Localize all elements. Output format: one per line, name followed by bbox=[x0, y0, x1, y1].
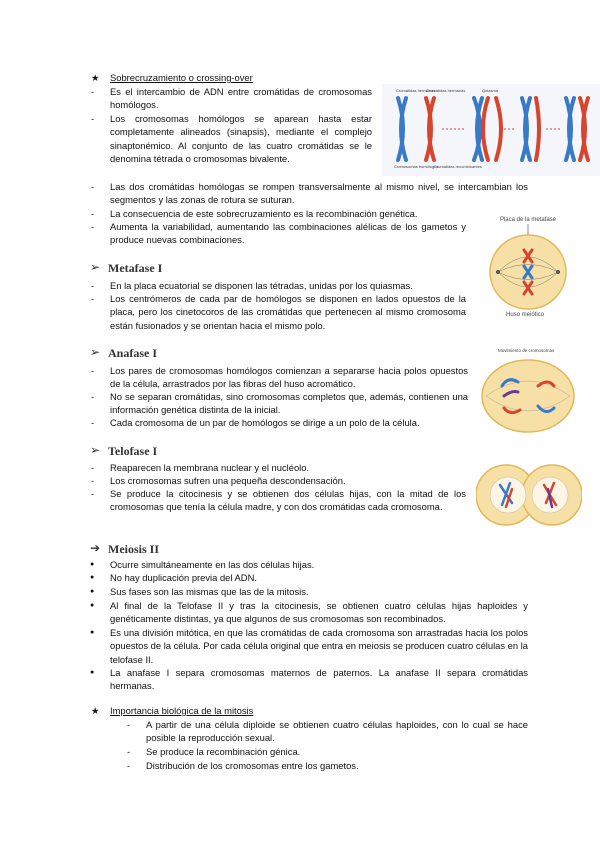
list-item: La anafase I separa cromosomas maternos de paternos. La anafase II separa cromátidas hermanas. bbox=[110, 667, 528, 692]
list-item: No se separan cromátidas, sino cromosomas completos que, además, contienen una información genética distinta de la inicial. bbox=[110, 391, 468, 416]
arrow-bullet-icon: ➢ bbox=[90, 443, 101, 457]
figure-label: Cromátidas hermanas bbox=[396, 88, 436, 93]
list-item: Los cromosomas homólogos se aparean hasta estar completamente alineados (sinapsis), mediante el complejo sinaptonémico. Al conjunto de las cuatro cromátidas se le denomina tétrada o cromosomas bivalente. bbox=[110, 113, 372, 164]
metaphase-figure bbox=[486, 212, 570, 324]
dash-marker: - bbox=[91, 113, 95, 124]
list-item: Reaparecen la membrana nuclear y el nucléolo. bbox=[110, 462, 310, 473]
heading-telofase: Telofase I bbox=[108, 444, 158, 458]
list-item: A partir de una célula diploide se obtienen cuatro células haploides, con lo cual se hace posible la reproducción sexual. bbox=[146, 719, 528, 744]
figure-label: Cromátidas hermanas bbox=[426, 88, 466, 93]
dot-marker: ● bbox=[90, 629, 95, 636]
dot-marker: ● bbox=[90, 561, 95, 568]
anaphase-figure bbox=[478, 346, 576, 436]
dash-marker: - bbox=[91, 475, 95, 486]
list-item: Se produce la citocinesis y se obtienen dos células hijas, con la mitad de los cromosomas que tenía la célula madre, y con dos cromátidas cada cromosoma. bbox=[110, 488, 466, 513]
dash-marker: - bbox=[91, 181, 95, 192]
star-bullet-icon: ★ bbox=[91, 72, 100, 83]
heading-anafase: Anafase I bbox=[108, 346, 158, 360]
list-item: Los pares de cromosomas homólogos comienzan a separarse hacia polos opuestos de la célula, arrastrados por las fibras del huso acromático. bbox=[110, 365, 468, 390]
list-item: Los cromosomas sufren una pequeña descondensación. bbox=[110, 475, 346, 486]
list-item: Distribución de los cromosomas entre los gametos. bbox=[146, 760, 359, 771]
arrow-bullet-icon: ➢ bbox=[90, 345, 101, 359]
dash-marker: - bbox=[91, 208, 95, 219]
list-item: Al final de la Telofase II y tras la citocinesis, se obtienen cuatro células hijas haploides y genéticamente distintas, ya que algunos de sus cromosomas son recombinados. bbox=[110, 600, 528, 625]
figure-label: Quiasma bbox=[482, 88, 499, 93]
dash-marker: - bbox=[91, 221, 95, 232]
list-item: Se produce la recombinación génica. bbox=[146, 746, 301, 757]
section-title-sobrecruzamiento: Sobrecruzamiento o crossing-over bbox=[110, 72, 253, 83]
list-item: No hay duplicación previa del ADN. bbox=[110, 572, 257, 583]
list-item: Los centrómeros de cada par de homólogos se disponen en lados opuestos de la placa, pero los cinetocoros de las cromátidas que pertenecen al mismo cromosoma están fusionados y se orientan hacia el mismo polo. bbox=[110, 293, 466, 331]
dash-marker: - bbox=[91, 417, 95, 428]
list-item: Aumenta la variabilidad, aumentando las combinaciones alélicas de los gametos y produce nuevas combinaciones. bbox=[110, 221, 466, 246]
list-item: Sus fases son las mismas que las de la mitosis. bbox=[110, 586, 309, 597]
dash-marker: - bbox=[91, 488, 95, 499]
figure-label: Cromosomas homólogos bbox=[394, 164, 439, 169]
list-item: La consecuencia de este sobrecruzamiento es la recombinación genética. bbox=[110, 208, 418, 219]
figure-label: Huso meiótico bbox=[506, 312, 545, 318]
crossing-over-figure bbox=[382, 84, 600, 176]
dash-marker: - bbox=[91, 462, 95, 473]
dash-marker: - bbox=[91, 86, 95, 97]
dash-marker: - bbox=[127, 719, 131, 730]
arrow-bullet-icon: ➢ bbox=[90, 260, 101, 274]
dot-marker: ● bbox=[90, 574, 95, 581]
dash-marker: - bbox=[91, 280, 95, 291]
star-bullet-icon: ★ bbox=[91, 705, 100, 716]
list-item: Es el intercambio de ADN entre cromátidas de cromosomas homólogos. bbox=[110, 86, 372, 111]
list-item: En la placa ecuatorial se disponen las tétradas, unidas por los quiasmas. bbox=[110, 280, 413, 291]
heading-meiosis-ii: Meiosis II bbox=[108, 542, 159, 556]
dash-marker: - bbox=[127, 760, 131, 771]
dot-marker: ● bbox=[90, 588, 95, 595]
dash-marker: - bbox=[91, 365, 95, 376]
heading-metafase: Metafase I bbox=[108, 261, 163, 275]
list-item: Ocurre simultáneamente en las dos células hijas. bbox=[110, 559, 315, 570]
dash-marker: - bbox=[91, 293, 95, 304]
dash-marker: - bbox=[91, 391, 95, 402]
list-item: Las dos cromátidas homólogas se rompen transversalmente al mismo nivel, se intercambian los segmentos y las zonas de rotura se suturan. bbox=[110, 181, 528, 206]
dot-marker: ● bbox=[90, 602, 95, 609]
figure-label: Movimiento de cromosomas bbox=[498, 348, 555, 353]
section-title-importancia: Importancia biológica de la mitosis bbox=[110, 705, 254, 716]
dash-marker: - bbox=[127, 746, 131, 757]
arrow-bullet-icon: ➔ bbox=[90, 541, 101, 555]
list-item: Es una división mitótica, en que las cromátidas de cada cromosoma son arrastradas hacia los polos opuestos de la célula. Por cada célula original que entra en meiosis se producen cuatro células en la telofase II. bbox=[110, 627, 528, 665]
figure-label: Placa de la metafase bbox=[499, 217, 557, 223]
dot-marker: ● bbox=[90, 669, 95, 676]
list-item: Cada cromosoma de un par de homólogos se dirige a un polo de la célula. bbox=[110, 417, 420, 428]
figure-label: Cromátidas recombinantes bbox=[434, 164, 482, 169]
telophase-figure bbox=[476, 453, 582, 537]
